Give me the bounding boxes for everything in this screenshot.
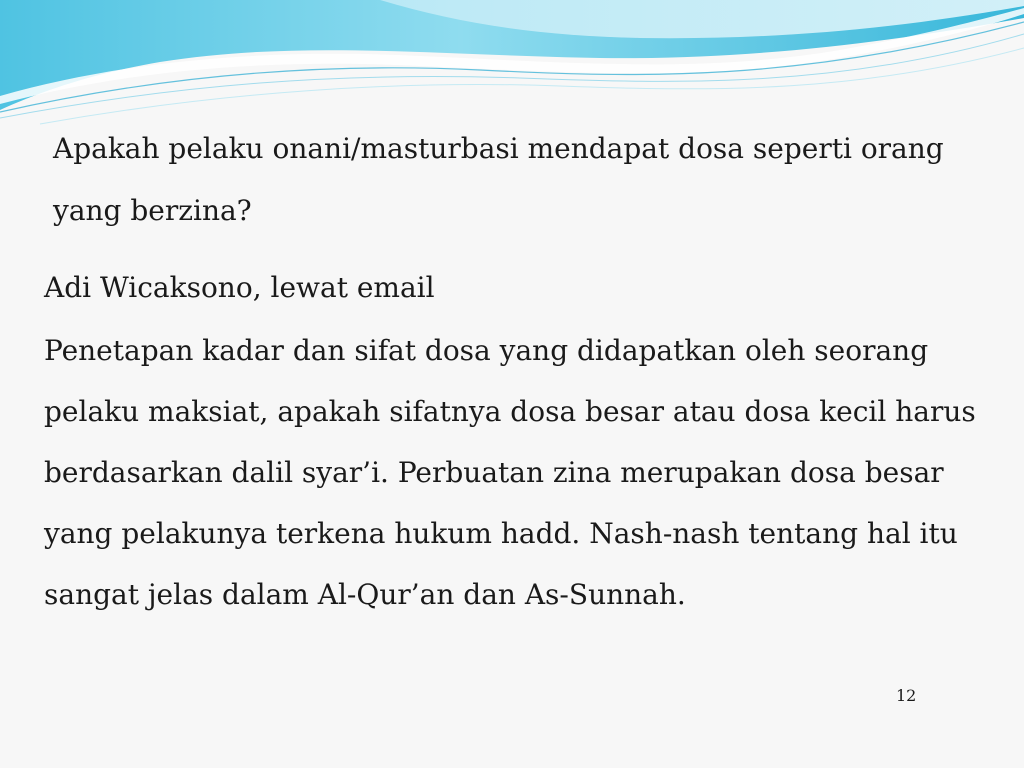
question-text: Apakah pelaku onani/masturbasi mendapat dosa seperti orang yang berzina? xyxy=(53,132,944,227)
answer-paragraph: Penetapan kadar dan sifat dosa yang didapatkan oleh seorang pelaku maksiat, apakah sifatnya dosa besar atau dosa kecil harus berdasarkan dalil syar’i. Perbuatan zina merupakan dosa besar yang pelakunya terkena hukum hadd. Nash-nash tentang hal itu sangat jelas dalam Al-Qur’an dan As-Sunnah. xyxy=(44,334,976,611)
wave-line-3 xyxy=(40,48,1024,124)
header-wave-decoration xyxy=(0,0,1024,130)
author-line: Adi Wicaksono, lewat email xyxy=(44,271,435,304)
page-number: 12 xyxy=(896,686,917,705)
